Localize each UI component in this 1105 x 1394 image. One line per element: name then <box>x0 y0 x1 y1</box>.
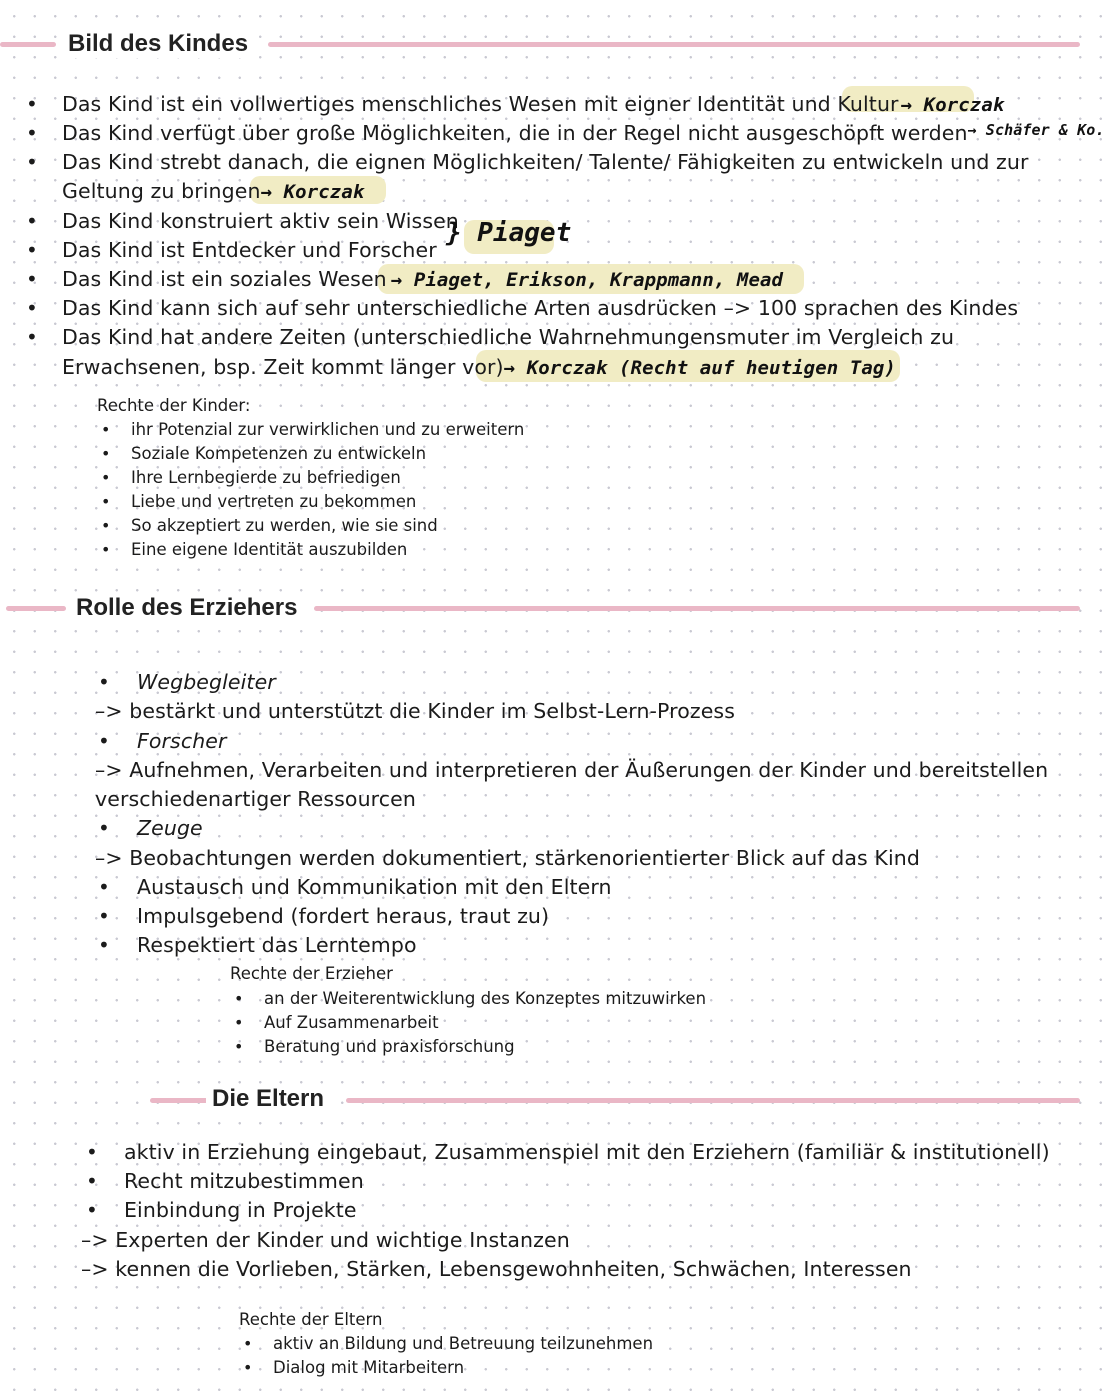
bullet: • <box>98 729 110 753</box>
rights-item: Beratung und praxisforschung <box>264 1037 515 1056</box>
section-title-rolle-des-erziehers: Rolle des Erziehers <box>70 594 303 622</box>
rights-item: Liebe und vertreten zu bekommen <box>131 492 417 511</box>
bullet: • <box>26 267 38 291</box>
rights-title-kinder: Rechte der Kinder: <box>97 396 251 415</box>
list-item: Das Kind ist Entdecker und Forscher <box>62 238 437 262</box>
bullet: • <box>234 989 244 1008</box>
rights-item: Dialog mit Mitarbeitern <box>273 1358 465 1377</box>
section-title-bild-des-kindes: Bild des Kindes <box>62 30 254 58</box>
rights-item: Ihre Lernbegierde zu befriedigen <box>131 468 401 487</box>
list-item: Recht mitzubestimmen <box>124 1169 364 1193</box>
rights-title-erzieher: Rechte der Erzieher <box>230 964 393 983</box>
bullet: • <box>101 444 111 463</box>
list-item: Das Kind kann sich auf sehr unterschiedliche Arten ausdrücken –> 100 sprachen des Kindes <box>62 296 1019 320</box>
bullet: • <box>234 1037 244 1056</box>
role-label: Forscher <box>137 729 227 753</box>
bullet: • <box>243 1358 253 1377</box>
bullet: • <box>98 816 110 840</box>
role-label: Wegbegleiter <box>137 670 276 694</box>
section-divider <box>268 42 1080 47</box>
bullet: • <box>26 121 38 145</box>
role-description: –> bestärkt und unterstützt die Kinder im Selbst-Lern-Prozess <box>95 699 735 723</box>
role-label: Impulsgebend (fordert heraus, traut zu) <box>137 904 550 928</box>
list-item: Einbindung in Projekte <box>124 1198 357 1222</box>
bullet: • <box>98 904 110 928</box>
rights-item: Eine eigene Identität auszubilden <box>131 540 408 559</box>
list-item: Das Kind ist ein vollwertiges menschliches Wesen mit eigner Identität und Kultur → Korczak <box>62 92 1005 116</box>
arrow-note: –> kennen die Vorlieben, Stärken, Lebensgewohnheiten, Schwächen, Interessen <box>81 1257 912 1281</box>
list-item-continued: Erwachsenen, bsp. Zeit kommt länger vor)→ Korczak (Recht auf heutigen Tag) <box>62 355 896 379</box>
role-description: –> Beobachtungen werden dokumentiert, stärkenorientierter Blick auf das Kind <box>95 846 920 870</box>
list-item: Das Kind ist ein soziales Wesen → Piaget, Erikson, Krappmann, Mead <box>62 267 784 291</box>
section-divider <box>346 1098 1080 1103</box>
bullet: • <box>101 420 111 439</box>
bullet: • <box>101 540 111 559</box>
handwritten-note: → Schäfer & Ko. <box>967 121 1105 139</box>
handwritten-note: → Korczak <box>900 94 1005 116</box>
bullet: • <box>26 150 38 174</box>
bullet: • <box>98 933 110 957</box>
bullet: • <box>86 1169 98 1193</box>
bullet: • <box>101 516 111 535</box>
rights-item: Auf Zusammenarbeit <box>264 1013 439 1032</box>
bullet: • <box>86 1140 98 1164</box>
section-divider <box>314 606 1080 611</box>
handwritten-note: → Korczak (Recht auf heutigen Tag) <box>503 357 896 379</box>
handwritten-note-piaget: } Piaget <box>446 218 572 248</box>
rights-item: So akzeptiert zu werden, wie sie sind <box>131 516 438 535</box>
bullet: • <box>234 1013 244 1032</box>
section-divider <box>6 606 66 611</box>
rights-item: ihr Potenzial zur verwirklichen und zu erweitern <box>131 420 525 439</box>
role-label: Zeuge <box>137 816 203 840</box>
rights-item: Soziale Kompetenzen zu entwickeln <box>131 444 427 463</box>
handwritten-note: → Piaget, Erikson, Krappmann, Mead <box>390 269 784 291</box>
list-item: Das Kind verfügt über große Möglichkeiten, die in der Regel nicht ausgeschöpft werden$^{\to Schäfer \& Ko.}$ <box>62 121 1105 145</box>
list-item-continued: Geltung zu bringen→ Korczak <box>62 179 365 203</box>
bullet: • <box>26 92 38 116</box>
section-title-die-eltern: Die Eltern <box>206 1085 330 1113</box>
list-item: Das Kind konstruiert aktiv sein Wissen <box>62 209 459 233</box>
bullet: • <box>86 1198 98 1222</box>
list-item: aktiv in Erziehung eingebaut, Zusammenspiel mit den Erziehern (familiär & institutionell) <box>124 1140 1050 1164</box>
bullet: • <box>26 238 38 262</box>
role-label: Austausch und Kommunikation mit den Eltern <box>137 875 612 899</box>
bullet: • <box>26 325 38 349</box>
bullet: • <box>98 875 110 899</box>
rights-title-eltern: Rechte der Eltern <box>239 1310 383 1329</box>
role-description-continued: verschiedenartiger Ressourcen <box>95 787 416 811</box>
role-label: Respektiert das Lerntempo <box>137 933 417 957</box>
role-description: –> Aufnehmen, Verarbeiten und interpretieren der Äußerungen der Kinder und bereitstellen <box>95 758 1049 782</box>
bullet: • <box>243 1334 253 1353</box>
section-divider <box>0 42 56 47</box>
arrow-note: –> Experten der Kinder und wichtige Instanzen <box>81 1228 570 1252</box>
bullet: • <box>101 492 111 511</box>
section-divider <box>150 1098 208 1103</box>
rights-item: an der Weiterentwicklung des Konzeptes mitzuwirken <box>264 989 707 1008</box>
bullet: • <box>26 296 38 320</box>
bullet: • <box>101 468 111 487</box>
bullet: • <box>26 209 38 233</box>
rights-item: aktiv an Bildung und Betreuung teilzunehmen <box>273 1334 654 1353</box>
bullet: • <box>98 670 110 694</box>
list-item: Das Kind hat andere Zeiten (unterschiedliche Wahrnehmungensmuter im Vergleich zu <box>62 325 955 349</box>
handwritten-note: → Korczak <box>260 181 365 203</box>
list-item: Das Kind strebt danach, die eignen Möglichkeiten/ Talente/ Fähigkeiten zu entwickeln und zur <box>62 150 1029 174</box>
